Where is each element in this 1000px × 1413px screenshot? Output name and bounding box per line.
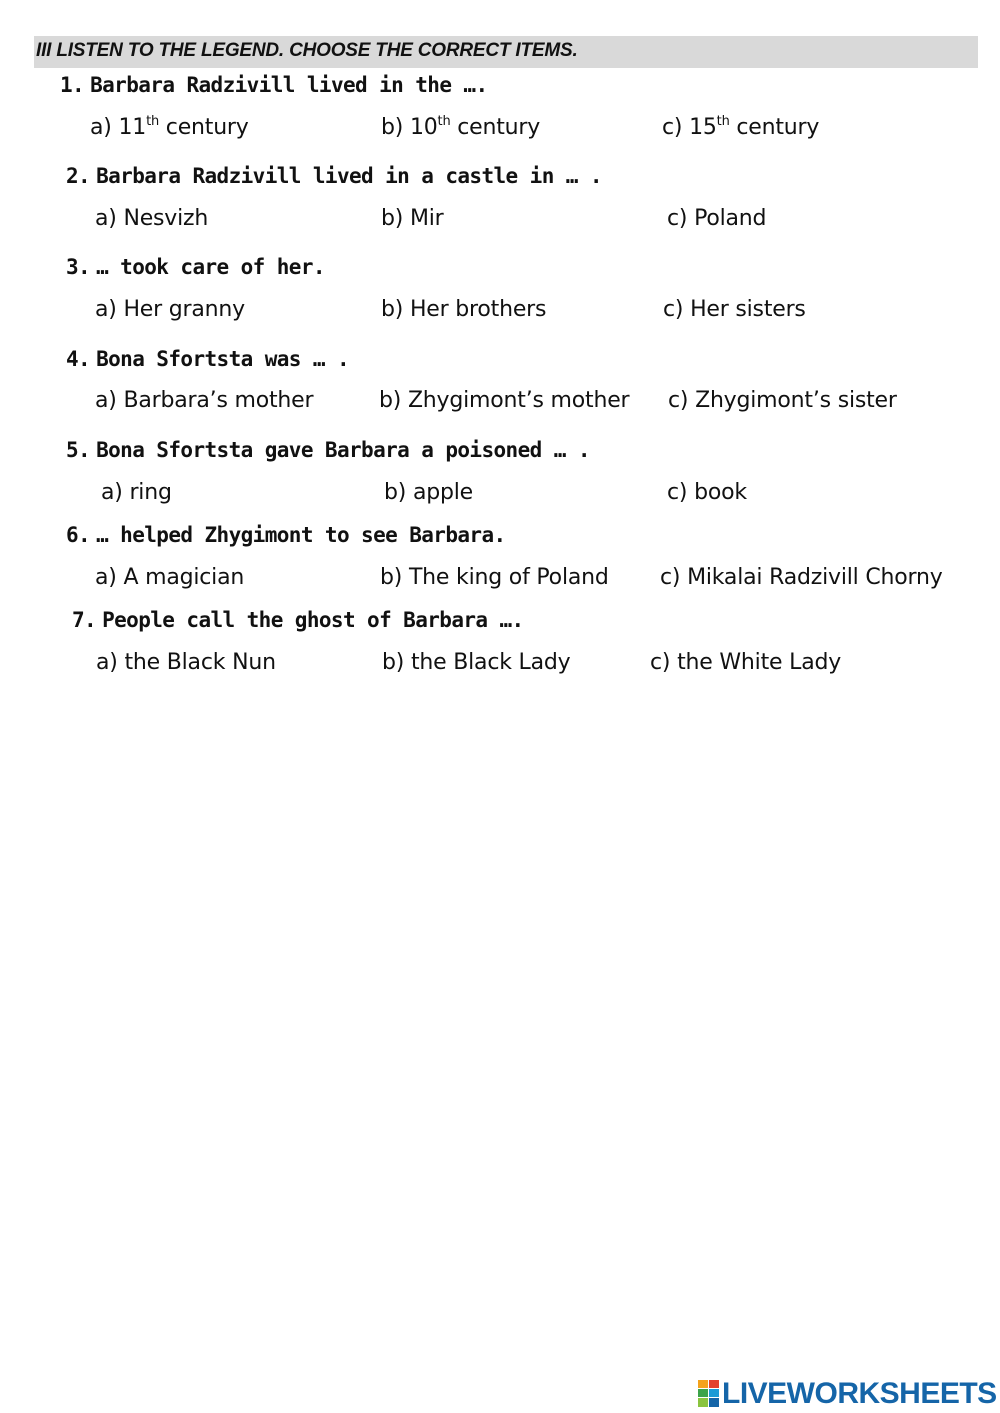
q6-option-a[interactable]: a) A magician [95,565,245,590]
q7-option-b[interactable]: b) the Black Lady [382,650,571,675]
q4-option-b[interactable]: b) Zhygimont’s mother [379,388,630,413]
question-5 [66,438,590,462]
q5-option-a[interactable]: a) ring [101,480,172,505]
liveworksheets-logo-text: LIVEWORKSHEETS [722,1377,997,1410]
question-4 [66,347,349,371]
question-number: 6. [66,523,91,547]
q3-option-b[interactable]: b) Her brothers [381,297,547,322]
question-number: 1. [60,73,85,97]
question-text: Bona Sfortsta was … . [96,347,349,371]
q2-option-a[interactable]: a) Nesvizh [95,206,209,231]
q6-option-c[interactable]: c) Mikalai Radzivill Chorny [660,565,943,590]
q7-option-a[interactable]: a) the Black Nun [96,650,276,675]
question-7 [72,608,524,632]
question-text: Barbara Radzivill lived in the …. [90,73,488,97]
question-text: People call the ghost of Barbara …. [102,608,524,632]
question-1 [60,73,488,97]
question-number: 7. [72,608,97,632]
q1-option-b[interactable]: b) 10th century [381,114,541,140]
q6-option-b[interactable]: b) The king of Poland [380,565,609,590]
q4-option-a[interactable]: a) Barbara’s mother [95,388,314,413]
question-text: Bona Sfortsta gave Barbara a poisoned … . [96,438,590,462]
section-title: III LISTEN TO THE LEGEND. CHOOSE THE CORRECT ITEMS. [36,40,578,61]
question-text: … helped Zhygimont to see Barbara. [96,523,506,547]
q7-option-c[interactable]: c) the White Lady [650,650,842,675]
q3-option-a[interactable]: a) Her granny [95,297,245,322]
section-header [34,36,978,68]
question-6 [66,523,506,547]
q1-option-c[interactable]: c) 15th century [662,114,820,140]
q1-option-a[interactable]: a) 11th century [90,114,249,140]
liveworksheets-logo-icon [698,1380,720,1408]
question-number: 3. [66,255,91,279]
q2-option-c[interactable]: c) Poland [667,206,767,231]
question-number: 5. [66,438,91,462]
liveworksheets-logo [698,1377,997,1411]
question-2 [66,164,602,188]
question-number: 2. [66,164,91,188]
question-number: 4. [66,347,91,371]
q3-option-c[interactable]: c) Her sisters [663,297,806,322]
question-text: Barbara Radzivill lived in a castle in … . [96,164,602,188]
q5-option-c[interactable]: c) book [667,480,747,505]
q5-option-b[interactable]: b) apple [384,480,473,505]
q4-option-c[interactable]: c) Zhygimont’s sister [668,388,897,413]
question-text: … took care of her. [96,255,325,279]
question-3 [66,255,325,279]
q2-option-b[interactable]: b) Mir [381,206,444,231]
